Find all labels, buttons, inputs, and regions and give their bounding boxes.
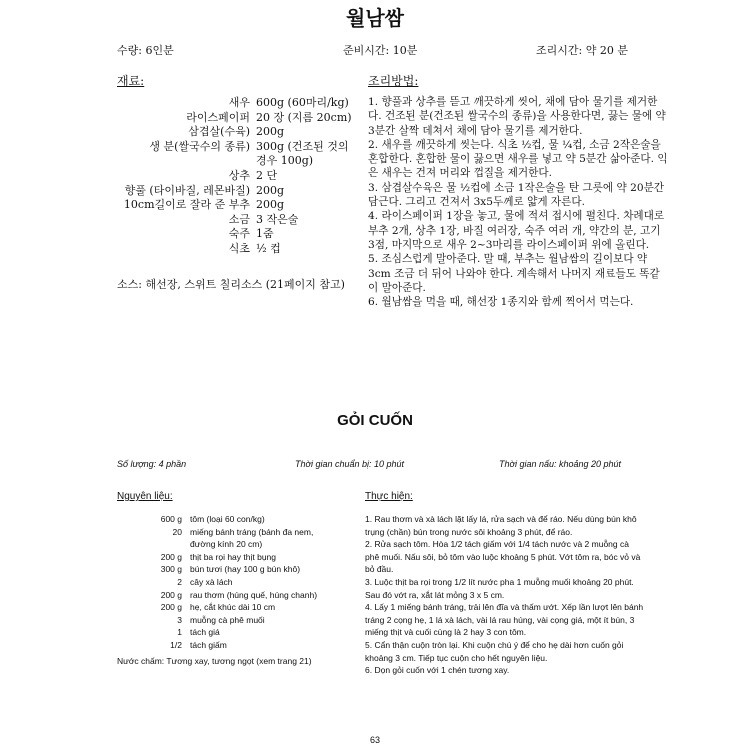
ingredient-name: 숙주 xyxy=(228,227,250,241)
vietnamese-ingredient-row xyxy=(0,639,350,652)
vietnamese-ingredient-row xyxy=(0,513,350,526)
ingredient-item: thịt ba rọi hay thịt bụng xyxy=(190,551,277,562)
ingredient-amount: 200g xyxy=(256,183,285,197)
vietnamese-step: 5. Cẩn thận cuộn tròn lại. Khi cuộn chú ý để cho hẹ dài hơn cuốn gỏi khoảng 3 cm. Tiếp tục cuộn cho hết nguyên liệu. xyxy=(365,639,624,663)
vietnamese-ingredient-row xyxy=(0,589,350,602)
korean-method-steps xyxy=(368,95,668,309)
korean-step: 5. 조심스럽게 말아준다. 말 때, 부추는 월남쌈의 길이보다 약 3cm 조금 더 뒤어 나와야 한다. 계속해서 나머지 재료들도 똑같이 말아준다. xyxy=(368,253,660,294)
korean-ingredient-row xyxy=(0,111,376,126)
ingredient-amount: 300g (건조된 것의 xyxy=(256,139,349,153)
korean-step: 6. 월남쌈을 먹을 때, 해선장 1종지와 함께 찍어서 먹는다. xyxy=(368,296,634,309)
ingredient-quantity: 200 g xyxy=(160,589,182,600)
korean-ingredient-row xyxy=(0,154,376,169)
korean-ingredient-row xyxy=(0,184,376,199)
ingredient-item: muỗng cà phê muối xyxy=(190,614,265,625)
vietnamese-ingredient-row xyxy=(0,626,350,639)
vietnamese-ingredient-row xyxy=(0,526,350,539)
ingredient-item: bún tươi (hay 100 g bún khô) xyxy=(190,564,301,575)
ingredient-amount: 20 장 (지름 20cm) xyxy=(256,110,352,124)
vietnamese-dipping-sauce-note: Nước chấm: Tương xay, tương ngọt (xem trang 21) xyxy=(117,656,312,666)
korean-sauce-note: 소스: 해선장, 스위트 칠리소스 (21페이지 참고) xyxy=(117,278,345,291)
ingredient-quantity: 2 xyxy=(177,576,182,587)
vietnamese-prep-time: Thời gian chuẩn bị: 10 phút xyxy=(295,459,405,469)
korean-ingredient-row xyxy=(0,198,376,213)
ingredient-amount: 200g xyxy=(256,125,285,139)
ingredient-quantity: 300 g xyxy=(160,564,182,575)
korean-step: 3. 삼겹살수육은 물 ½컵에 소금 1작은술을 탄 그릇에 약 20분간 담근다. 그리고 건져서 3x5두께로 얇게 자른다. xyxy=(368,181,665,209)
vietnamese-ingredient-row xyxy=(0,601,350,614)
korean-ingredient-list xyxy=(0,96,376,257)
vietnamese-servings: Số lượng: 4 phần xyxy=(117,459,187,469)
ingredient-quantity: 3 xyxy=(177,614,182,625)
ingredient-quantity: 200 g xyxy=(160,551,182,562)
vietnamese-ingredient-row xyxy=(0,563,350,576)
ingredient-item: tôm (loại 60 con/kg) xyxy=(190,514,265,524)
ingredient-name: 향풀 (타이바질, 레몬바질) xyxy=(124,183,250,197)
korean-ingredient-row xyxy=(0,242,376,257)
ingredient-name: 10cm길이로 잘라 준 부추 xyxy=(123,198,250,212)
korean-ingredient-row xyxy=(0,169,376,184)
vietnamese-step: 3. Luộc thịt ba rọi trong 1/2 lít nước pha 1 muỗng muối khoảng 20 phút. Sau đó vớt ra, xắt lát mỏng 3 x 5 cm. xyxy=(365,576,634,600)
ingredient-name xyxy=(0,154,256,169)
ingredient-name: 삼겹살(수육) xyxy=(188,125,250,139)
korean-ingredient-row xyxy=(0,213,376,228)
ingredient-amount: 3 작은술 xyxy=(256,212,299,226)
vietnamese-ingredient-list xyxy=(0,513,350,652)
ingredient-name: 라이스페이퍼 xyxy=(186,110,250,124)
ingredient-name: 소금 xyxy=(228,212,250,226)
vietnamese-step: 2. Rửa sạch tôm. Hòa 1/2 tách giấm với 1/4 tách nước và 2 muỗng cà phê muối. Nấu sôi, bỏ tôm vào luộc khoảng 5 phút. Vớt tôm ra, bóc vỏ và bỏ đầu. xyxy=(365,539,641,575)
ingredient-amount: ½ 컵 xyxy=(256,241,281,255)
korean-step: 4. 라이스페이퍼 1장을 놓고, 물에 적셔 접시에 펼친다. 차례대로 부추 2개, 상추 1장, 바질 여러장, 숙주 여러 개, 약간의 분, 고기 3점, 마지막으로 새우 2~3마리를 라이스페이퍼 위에 올린다. xyxy=(368,210,665,251)
korean-ingredient-row xyxy=(0,96,376,111)
korean-ingredient-row xyxy=(0,140,376,155)
korean-ingredient-row xyxy=(0,125,376,140)
korean-ingredient-row xyxy=(0,227,376,242)
ingredient-quantity: 200 g xyxy=(160,602,182,613)
ingredient-amount: 1줌 xyxy=(256,227,274,241)
ingredient-amount: 200g xyxy=(256,198,285,212)
korean-prep-time: 준비시간: 10분 xyxy=(343,44,418,57)
ingredient-item: miếng bánh tráng (bánh đa nem, xyxy=(190,526,314,537)
ingredient-quantity: 1 xyxy=(177,627,182,638)
ingredient-quantity: 1/2 xyxy=(170,639,182,650)
vietnamese-ingredient-row xyxy=(0,551,350,564)
page-number: 63 xyxy=(369,735,380,745)
ingredient-name: 생 분(쌀국수의 종류) xyxy=(149,139,250,153)
vietnamese-cook-time: Thời gian nấu: khoảng 20 phút xyxy=(499,459,622,469)
vietnamese-step: 4. Lấy 1 miếng bánh tráng, trải lên đĩa và thấm ướt. Xếp lần lượt lên bánh tráng 2 cọng hẹ, 1 lá xà lách, vài lá rau húng, vài cọng giá, một ít bún, 3 miếng thịt và cuối cùng là 2 hay 3 con tôm. xyxy=(365,602,644,638)
ingredient-item: đường kính 20 cm) xyxy=(190,539,263,550)
korean-recipe-title: 월남쌈 xyxy=(346,6,404,30)
ingredient-item: hẹ, cắt khúc dài 10 cm xyxy=(190,602,276,613)
ingredient-name: 상추 xyxy=(228,168,250,182)
korean-ingredients-heading: 재료: xyxy=(117,74,145,88)
vietnamese-ingredient-row xyxy=(0,538,350,551)
vietnamese-recipe-title: GỎI CUỐN xyxy=(337,412,413,429)
vietnamese-ingredient-row xyxy=(0,614,350,627)
ingredient-item: tách giá xyxy=(190,627,220,638)
ingredient-item: rau thơm (húng quế, húng chanh) xyxy=(190,589,318,600)
ingredient-item: cây xà lách xyxy=(190,576,233,587)
vietnamese-step: 1. Rau thơm và xà lách lặt lấy lá, rửa sạch và để ráo. Nếu dùng bún khô trụng (chần) bún trong nước sôi khoảng 3 phút, để ráo. xyxy=(365,514,637,537)
ingredient-name: 식초 xyxy=(228,241,250,255)
korean-servings: 수량: 6인분 xyxy=(117,44,174,57)
ingredient-amount: 600g (60마리/kg) xyxy=(256,96,349,109)
ingredient-item: tách giấm xyxy=(190,639,227,650)
vietnamese-method-steps xyxy=(365,513,645,677)
korean-step: 2. 새우를 깨끗하게 씻는다. 식초 ½컵, 물 ¼컵, 소금 2작은술을 혼합한다. 혼합한 물이 끓으면 새우를 넣고 약 5분간 삶아준다. 익은 새우는 건져 머리와 껍질을 제거한다. xyxy=(368,138,668,180)
korean-cook-time: 조리시간: 약 20 분 xyxy=(536,44,628,57)
korean-step: 1. 향풀과 상추를 뜯고 깨끗하게 씻어, 채에 담아 물기를 제거한다. 건조된 분(건조된 쌀국수의 종류)을 사용한다면, 끓는 물에 약3분간 살짝 데쳐서 채에 담아 물기를 제거한다. xyxy=(368,96,666,137)
vietnamese-ingredient-row xyxy=(0,576,350,589)
korean-method-heading: 조리방법: xyxy=(368,74,419,88)
ingredient-name: 새우 xyxy=(228,96,250,109)
vietnamese-method-heading: Thực hiện: xyxy=(365,491,413,502)
ingredient-quantity: 600 g xyxy=(160,514,182,524)
ingredient-quantity: 20 xyxy=(172,526,182,537)
vietnamese-step: 6. Dọn gỏi cuốn với 1 chén tương xay. xyxy=(365,665,510,676)
ingredient-amount: 경우 100g) xyxy=(256,154,314,168)
ingredient-amount: 2 단 xyxy=(256,168,278,182)
vietnamese-ingredients-heading: Nguyên liệu: xyxy=(117,491,173,502)
ingredient-quantity xyxy=(0,538,190,551)
